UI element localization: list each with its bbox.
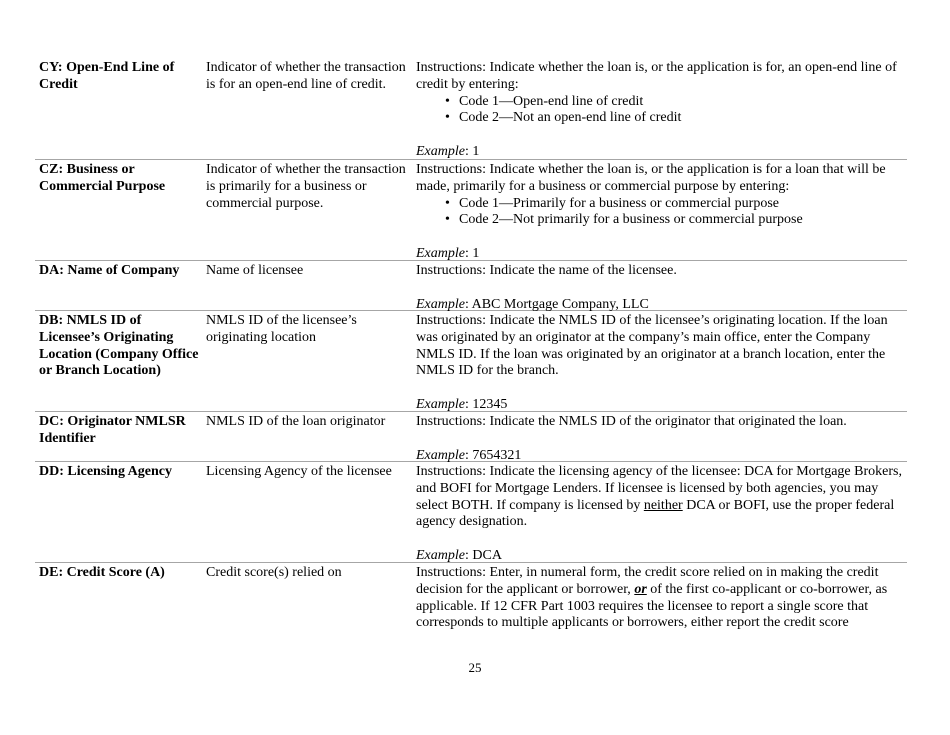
instructions-text: Instructions: Indicate the name of the licensee. [416, 263, 677, 278]
example-value: : 1 [464, 245, 480, 261]
example-value: : 7654321 [464, 447, 522, 463]
example-value: : DCA [464, 547, 502, 563]
field-instructions [412, 462, 907, 562]
instructions-text: Instructions: Indicate the NMLS ID of the originator that originated the loan. [416, 414, 847, 429]
table-row [35, 58, 907, 159]
emphasis-or: or [634, 581, 647, 597]
field-description: Name of licensee [206, 263, 304, 278]
example-value: : 1 [464, 143, 480, 159]
code-item: • Code 2—Not an open-end line of credit [416, 110, 907, 127]
example-label: Example [416, 296, 465, 312]
table-row [35, 461, 907, 562]
field-name: DE: Credit Score (A) [39, 565, 165, 580]
field-name: CY: Open-End Line of Credit [39, 60, 175, 92]
field-name: CZ: Business or Commercial Purpose [39, 162, 166, 194]
example-value: : 12345 [464, 396, 508, 412]
code-item: • Code 2—Not primarily for a business or commercial purpose [416, 212, 907, 229]
table-row [35, 310, 907, 411]
emphasis-neither: neither [643, 497, 683, 513]
field-description: NMLS ID of the licensee’s originating location [206, 313, 357, 345]
field-instructions [412, 563, 907, 631]
instructions-part: of the first co-applicant or co-borrower, as applicable. If 12 CFR Part 1003 requires the licensee to report a single score that corresponds to multiple applicants or borrowers, either report the credit score [416, 581, 888, 631]
field-instructions [412, 412, 907, 461]
field-description: NMLS ID of the loan originator [206, 414, 386, 429]
field-instructions [412, 58, 907, 159]
instructions-text: Instructions: Indicate whether the loan is, or the application is for a loan that will be made, primarily for a business or commercial purpose by entering: [416, 162, 886, 194]
example-line [416, 144, 907, 161]
code-list [416, 196, 907, 230]
field-description: Licensing Agency of the licensee [206, 464, 392, 479]
field-name: DC: Originator NMLSR Identifier [39, 414, 186, 446]
field-description: Credit score(s) relied on [206, 565, 342, 580]
instructions-text [416, 464, 907, 531]
code-item: • Code 1—Primarily for a business or commercial purpose [416, 196, 907, 213]
field-name: DB: NMLS ID of Licensee’s Originating Location (Company Office or Branch Location) [39, 313, 199, 379]
code-item: • Code 1—Open-end line of credit [416, 94, 907, 111]
instructions-text: Instructions: Indicate the NMLS ID of the licensee’s originating location. If the loan was originated by an originator at the company’s main office, enter the Company NMLS ID. If the loan was originated by an originator at a branch location, enter the NMLS ID for the branch. [416, 313, 888, 379]
example-label: Example [416, 396, 465, 412]
instructions-part: DCA or BOFI, use the proper federal agency designation. [416, 497, 895, 530]
instructions-part: Instructions: Enter, in numeral form, the credit score relied on in making the credit decision for the applicant or borrower, [416, 565, 879, 597]
field-description: Indicator of whether the transaction is primarily for a business or commercial purpose. [206, 162, 406, 211]
example-label: Example [416, 447, 465, 463]
example-label: Example [416, 143, 465, 159]
page-number: 25 [468, 660, 482, 675]
field-instructions [412, 160, 907, 260]
instructions-part: Instructions: Indicate the licensing agency of the licensee: DCA for Mortgage Brokers, and BOFI for Mortgage Lenders. If licensee is licensed by both agencies, you may select BOTH. If company is licensed by [416, 464, 902, 513]
field-description: Indicator of whether the transaction is for an open-end line of credit. [206, 60, 406, 92]
table-row [35, 260, 907, 310]
code-list [416, 94, 907, 128]
field-definitions-table [35, 58, 907, 631]
table-row [35, 562, 907, 631]
example-label: Example [416, 547, 465, 563]
field-name: DD: Licensing Agency [39, 464, 172, 479]
example-label: Example [416, 245, 465, 261]
example-value: : ABC Mortgage Company, LLC [464, 296, 649, 312]
instructions-text [416, 565, 907, 632]
field-instructions [412, 261, 907, 310]
table-row [35, 159, 907, 260]
instructions-text: Instructions: Indicate whether the loan is, or the application is for, an open-end line of credit by entering: [416, 60, 897, 92]
field-instructions [412, 311, 907, 411]
field-name: DA: Name of Company [39, 263, 180, 278]
table-row [35, 411, 907, 461]
